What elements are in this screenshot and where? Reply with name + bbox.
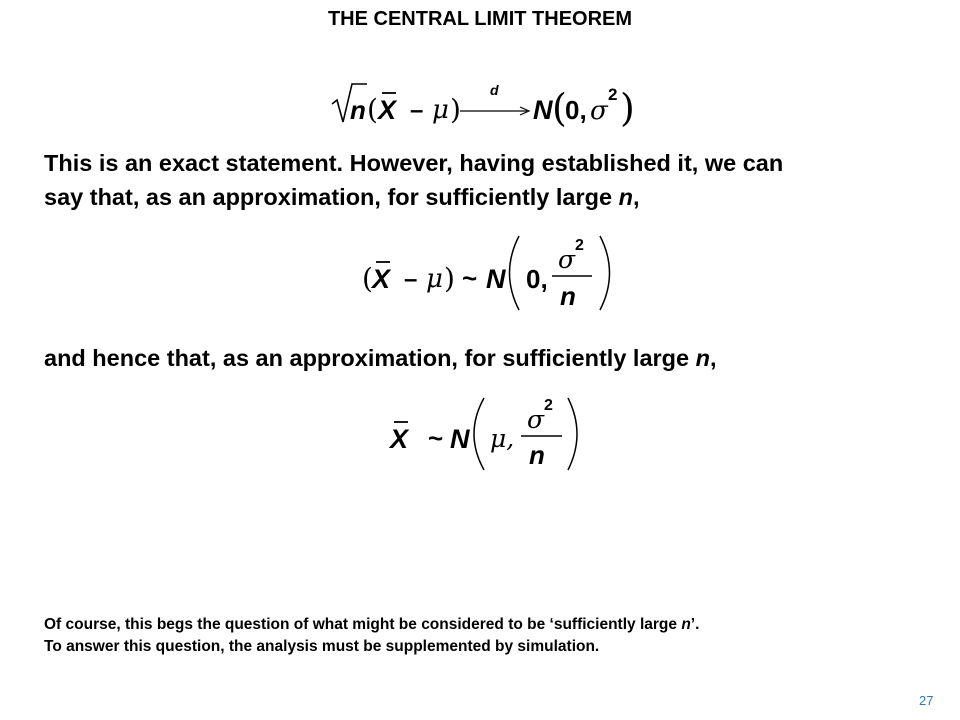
- f2-mu: μ: [426, 264, 443, 294]
- f3-bigparen-close: [568, 398, 577, 470]
- formula-approx-deviation: [360, 228, 620, 318]
- f3-xbar: X: [390, 424, 409, 454]
- f1-open-paren: (: [367, 93, 378, 126]
- footnote-line1: [44, 614, 699, 636]
- f2-xbar: X: [372, 264, 391, 294]
- f1-mu: μ: [432, 95, 449, 125]
- paragraph2-var-n: n: [695, 345, 710, 371]
- page-number: 27: [919, 693, 934, 708]
- slide-title: THE CENTRAL LIMIT THEOREM: [327, 8, 633, 30]
- f1-xbar: X: [378, 95, 397, 125]
- formula-approx-mean: [386, 392, 586, 482]
- f3-exp: 2: [544, 397, 553, 414]
- f2-close-paren: ): [444, 262, 455, 295]
- paragraph-hence: [44, 341, 717, 375]
- f1-arrow-label: d: [490, 82, 499, 98]
- f1-N: N: [533, 95, 553, 125]
- f1-zero: 0,: [565, 95, 587, 125]
- paragraph2-comma: ,: [709, 345, 717, 371]
- f1-bigparen-close: ): [620, 86, 635, 130]
- f3-sigma: σ: [527, 405, 545, 434]
- f2-sigma: σ: [558, 245, 576, 274]
- f1-n: n: [350, 95, 366, 125]
- f1-minus: –: [410, 97, 424, 124]
- f1-bigparen-open: (: [552, 86, 567, 130]
- footnote-line1-end: ’.: [690, 616, 700, 633]
- f2-bigparen-open: [510, 236, 520, 310]
- f3-N: N: [450, 424, 470, 454]
- f1-sigma: σ: [590, 96, 608, 126]
- f2-tilde: ~: [462, 263, 478, 293]
- f2-denominator: n: [560, 281, 576, 311]
- footnote-line1-text: Of course, this begs the question of what might be considered to be ‘sufficiently large: [44, 616, 682, 633]
- f1-close-paren: ): [450, 93, 461, 126]
- f2-minus: –: [404, 266, 418, 293]
- f1-exp: 2: [608, 85, 618, 104]
- paragraph1-var-n: n: [618, 184, 633, 210]
- f3-mu: μ,: [490, 424, 515, 453]
- paragraph-exact-statement: [44, 146, 783, 214]
- f2-bigparen-close: [600, 236, 610, 310]
- formula-clt-exact: [330, 78, 650, 128]
- paragraph1-line2: [44, 180, 783, 214]
- f2-zero: 0,: [526, 264, 548, 294]
- footnote-var-n: n: [681, 616, 691, 633]
- paragraph2-text: and hence that, as an approximation, for sufficiently large: [44, 345, 696, 371]
- paragraph1-line2-text: say that, as an approximation, for sufficiently large: [44, 184, 619, 210]
- f3-bigparen-open: [474, 398, 484, 470]
- paragraph1-line2-comma: ,: [632, 184, 640, 210]
- f3-denominator: n: [529, 440, 545, 470]
- paragraph1-line1: This is an exact statement. However, having established it, we can: [44, 150, 784, 176]
- f2-exp: 2: [575, 237, 584, 254]
- f3-tilde: ~: [428, 423, 444, 453]
- footnote-line2: To answer this question, the analysis must be supplemented by simulation.: [44, 638, 600, 655]
- f2-N: N: [486, 264, 506, 294]
- f2-open-paren: (: [362, 262, 373, 295]
- footnote: [44, 614, 699, 658]
